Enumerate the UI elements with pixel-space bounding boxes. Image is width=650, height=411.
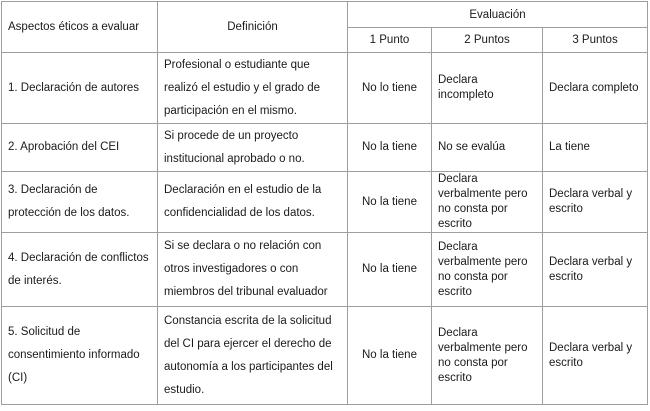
aspect-cell: 5. Solicitud de consentimiento informado (CI)	[2, 307, 158, 405]
table-row	[2, 124, 648, 172]
points1-cell: No la tiene	[348, 172, 432, 233]
definition-cell: Constancia escrita de la solicitud del CI para ejercer el derecho de autonomía a los participantes del estudio.	[158, 307, 348, 405]
definition-cell: Si procede de un proyecto institucional aprobado o no.	[158, 124, 348, 172]
evaluation-header: Evaluación	[348, 2, 648, 28]
definition-cell: Declaración en el estudio de la confidencialidad de los datos.	[158, 172, 348, 233]
ethics-rubric-table	[1, 1, 648, 405]
aspect-header: Aspectos éticos a evaluar	[2, 2, 158, 53]
points2-cell: Declara incompleto	[432, 53, 543, 124]
aspect-cell: 1. Declaración de autores	[2, 53, 158, 124]
definition-cell: Si se declara o no relación con otros investigadores o con miembros del tribunal evaluador	[158, 233, 348, 307]
aspect-cell: 3. Declaración de protección de los datos.	[2, 172, 158, 233]
points1-header: 1 Punto	[348, 28, 432, 53]
points3-cell: Declara completo	[543, 53, 648, 124]
points1-cell: No la tiene	[348, 124, 432, 172]
points2-header: 2 Puntos	[432, 28, 543, 53]
aspect-cell: 2. Aprobación del CEI	[2, 124, 158, 172]
points3-cell: Declara verbal y escrito	[543, 233, 648, 307]
table-row	[2, 233, 648, 307]
definition-cell: Profesional o estudiante que realizó el estudio y el grado de participación en el mismo.	[158, 53, 348, 124]
points1-cell: No lo tiene	[348, 53, 432, 124]
definition-header: Definición	[158, 2, 348, 53]
points2-cell: Declara verbalmente pero no consta por escrito	[432, 307, 543, 405]
table-row	[2, 172, 648, 233]
table-row	[2, 53, 648, 124]
points2-cell: No se evalúa	[432, 124, 543, 172]
points3-header: 3 Puntos	[543, 28, 648, 53]
table-row	[2, 307, 648, 405]
points1-cell: No la tiene	[348, 307, 432, 405]
points3-cell: La tiene	[543, 124, 648, 172]
points3-cell: Declara verbal y escrito	[543, 172, 648, 233]
points3-cell: Declara verbal y escrito	[543, 307, 648, 405]
header-row	[2, 2, 648, 28]
points2-cell: Declara verbalmente pero no consta por escrito	[432, 233, 543, 307]
points1-cell: No la tiene	[348, 233, 432, 307]
points2-cell: Declara verbalmente pero no consta por escrito	[432, 172, 543, 233]
aspect-cell: 4. Declaración de conflictos de interés.	[2, 233, 158, 307]
